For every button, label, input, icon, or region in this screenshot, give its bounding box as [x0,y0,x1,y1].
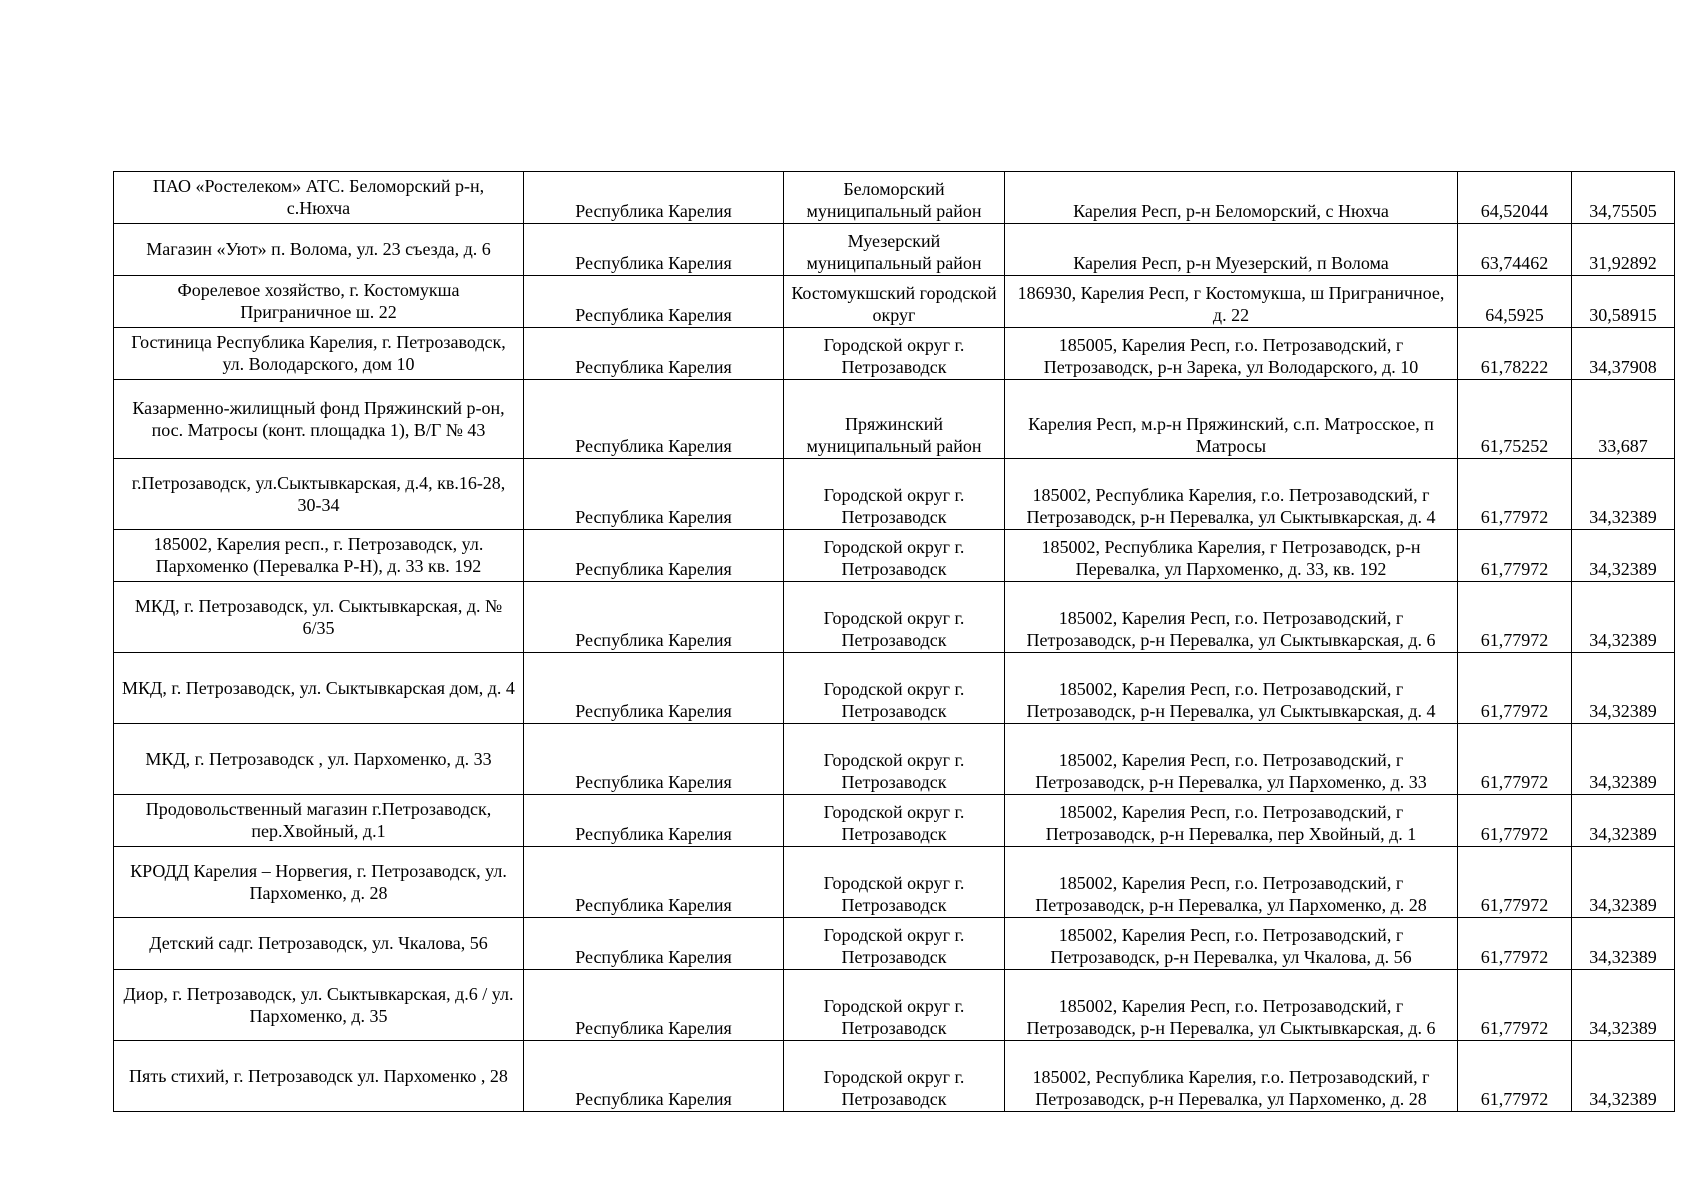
longitude-cell: 34,75505 [1572,172,1675,224]
address-cell: 185002, Республика Карелия, г Петрозаводск, р-н Перевалка, ул Пархоменко, д. 33, кв. 192 [1005,530,1458,582]
object-cell: МКД, г. Петрозаводск, ул. Сыктывкарская, д. № 6/35 [114,582,524,653]
longitude-cell: 34,32389 [1572,653,1675,724]
table-row [114,224,1675,276]
table-row [114,795,1675,847]
object-cell: КРОДД Карелия – Норвегия, г. Петрозаводск, ул. Пархоменко, д. 28 [114,847,524,918]
longitude-cell: 34,32389 [1572,1041,1675,1112]
object-cell: г.Петрозаводск, ул.Сыктывкарская, д.4, кв.16-28, 30-34 [114,459,524,530]
address-cell: 186930, Карелия Респ, г Костомукша, ш Приграничное, д. 22 [1005,276,1458,328]
district-cell: Городской округ г. Петрозаводск [784,1041,1005,1112]
district-cell: Городской округ г. Петрозаводск [784,530,1005,582]
region-cell: Республика Карелия [524,847,784,918]
table-row [114,724,1675,795]
address-cell: 185002, Карелия Респ, г.о. Петрозаводский, г Петрозаводск, р-н Перевалка, ул Сыктывкарская, д. 4 [1005,653,1458,724]
longitude-cell: 34,32389 [1572,918,1675,970]
district-cell: Муезерский муниципальный район [784,224,1005,276]
region-cell: Республика Карелия [524,380,784,459]
address-cell: 185002, Карелия Респ, г.о. Петрозаводский, г Петрозаводск, р-н Перевалка, ул Пархоменко, д. 33 [1005,724,1458,795]
object-cell: Детский садг. Петрозаводск, ул. Чкалова, 56 [114,918,524,970]
longitude-cell: 34,32389 [1572,795,1675,847]
latitude-cell: 61,77972 [1458,795,1572,847]
object-cell: Магазин «Уют» п. Волома, ул. 23 съезда, д. 6 [114,224,524,276]
latitude-cell: 61,77972 [1458,459,1572,530]
longitude-cell: 33,687 [1572,380,1675,459]
region-cell: Республика Карелия [524,530,784,582]
district-cell: Городской округ г. Петрозаводск [784,847,1005,918]
district-cell: Пряжинский муниципальный район [784,380,1005,459]
region-cell: Республика Карелия [524,970,784,1041]
object-cell: ПАО «Ростелеком» АТС. Беломорский р-н, с.Нюхча [114,172,524,224]
object-cell: Форелевое хозяйство, г. Костомукша Приграничное ш. 22 [114,276,524,328]
object-cell: МКД, г. Петрозаводск , ул. Пархоменко, д. 33 [114,724,524,795]
address-cell: 185002, Карелия Респ, г.о. Петрозаводский, г Петрозаводск, р-н Перевалка, ул Сыктывкарская, д. 6 [1005,582,1458,653]
longitude-cell: 34,37908 [1572,328,1675,380]
region-cell: Республика Карелия [524,1041,784,1112]
locations-table [113,171,1675,1112]
region-cell: Республика Карелия [524,276,784,328]
table-row [114,459,1675,530]
table-row [114,582,1675,653]
region-cell: Республика Карелия [524,328,784,380]
table-row [114,328,1675,380]
address-cell: Карелия Респ, м.р-н Пряжинский, с.п. Матросское, п Матросы [1005,380,1458,459]
longitude-cell: 34,32389 [1572,724,1675,795]
district-cell: Беломорский муниципальный район [784,172,1005,224]
table-row [114,653,1675,724]
region-cell: Республика Карелия [524,724,784,795]
latitude-cell: 61,77972 [1458,970,1572,1041]
latitude-cell: 61,77972 [1458,582,1572,653]
latitude-cell: 61,77972 [1458,653,1572,724]
longitude-cell: 34,32389 [1572,459,1675,530]
address-cell: 185005, Карелия Респ, г.о. Петрозаводский, г Петрозаводск, р-н Зарека, ул Володарского, д. 10 [1005,328,1458,380]
latitude-cell: 61,77972 [1458,918,1572,970]
latitude-cell: 61,77972 [1458,724,1572,795]
table-row [114,918,1675,970]
latitude-cell: 61,77972 [1458,847,1572,918]
table-row [114,530,1675,582]
address-cell: Карелия Респ, р-н Беломорский, с Нюхча [1005,172,1458,224]
address-cell: 185002, Республика Карелия, г.о. Петрозаводский, г Петрозаводск, р-н Перевалка, ул Сыктывкарская, д. 4 [1005,459,1458,530]
address-cell: 185002, Республика Карелия, г.о. Петрозаводский, г Петрозаводск, р-н Перевалка, ул Пархоменко, д. 28 [1005,1041,1458,1112]
district-cell: Городской округ г. Петрозаводск [784,459,1005,530]
table-row [114,847,1675,918]
latitude-cell: 61,78222 [1458,328,1572,380]
longitude-cell: 34,32389 [1572,530,1675,582]
object-cell: Казарменно-жилищный фонд Пряжинский р-он, пос. Матросы (конт. площадка 1), В/Г № 43 [114,380,524,459]
longitude-cell: 34,32389 [1572,970,1675,1041]
region-cell: Республика Карелия [524,795,784,847]
address-cell: 185002, Карелия Респ, г.о. Петрозаводский, г Петрозаводск, р-н Перевалка, ул Чкалова, д. 56 [1005,918,1458,970]
object-cell: Диор, г. Петрозаводск, ул. Сыктывкарская, д.6 / ул. Пархоменко, д. 35 [114,970,524,1041]
longitude-cell: 30,58915 [1572,276,1675,328]
district-cell: Городской округ г. Петрозаводск [784,328,1005,380]
table-row [114,970,1675,1041]
object-cell: Продовольственный магазин г.Петрозаводск, пер.Хвойный, д.1 [114,795,524,847]
latitude-cell: 64,52044 [1458,172,1572,224]
table-row [114,276,1675,328]
object-cell: МКД, г. Петрозаводск, ул. Сыктывкарская дом, д. 4 [114,653,524,724]
object-cell: Гостиница Республика Карелия, г. Петрозаводск, ул. Володарского, дом 10 [114,328,524,380]
address-cell: 185002, Карелия Респ, г.о. Петрозаводский, г Петрозаводск, р-н Перевалка, ул Сыктывкарская, д. 6 [1005,970,1458,1041]
latitude-cell: 63,74462 [1458,224,1572,276]
latitude-cell: 61,75252 [1458,380,1572,459]
district-cell: Костомукшский городской округ [784,276,1005,328]
region-cell: Республика Карелия [524,459,784,530]
region-cell: Республика Карелия [524,918,784,970]
district-cell: Городской округ г. Петрозаводск [784,582,1005,653]
latitude-cell: 61,77972 [1458,1041,1572,1112]
table-row [114,1041,1675,1112]
region-cell: Республика Карелия [524,582,784,653]
address-cell: 185002, Карелия Респ, г.о. Петрозаводский, г Петрозаводск, р-н Перевалка, ул Пархоменко, д. 28 [1005,847,1458,918]
district-cell: Городской округ г. Петрозаводск [784,918,1005,970]
object-cell: 185002, Карелия респ., г. Петрозаводск, ул. Пархоменко (Перевалка Р-Н), д. 33 кв. 192 [114,530,524,582]
latitude-cell: 64,5925 [1458,276,1572,328]
longitude-cell: 31,92892 [1572,224,1675,276]
district-cell: Городской округ г. Петрозаводск [784,970,1005,1041]
latitude-cell: 61,77972 [1458,530,1572,582]
district-cell: Городской округ г. Петрозаводск [784,795,1005,847]
table-row [114,380,1675,459]
address-cell: 185002, Карелия Респ, г.о. Петрозаводский, г Петрозаводск, р-н Перевалка, пер Хвойный, д. 1 [1005,795,1458,847]
object-cell: Пять стихий, г. Петрозаводск ул. Пархоменко , 28 [114,1041,524,1112]
region-cell: Республика Карелия [524,224,784,276]
table-row [114,172,1675,224]
region-cell: Республика Карелия [524,172,784,224]
longitude-cell: 34,32389 [1572,847,1675,918]
longitude-cell: 34,32389 [1572,582,1675,653]
address-cell: Карелия Респ, р-н Муезерский, п Волома [1005,224,1458,276]
district-cell: Городской округ г. Петрозаводск [784,653,1005,724]
region-cell: Республика Карелия [524,653,784,724]
district-cell: Городской округ г. Петрозаводск [784,724,1005,795]
